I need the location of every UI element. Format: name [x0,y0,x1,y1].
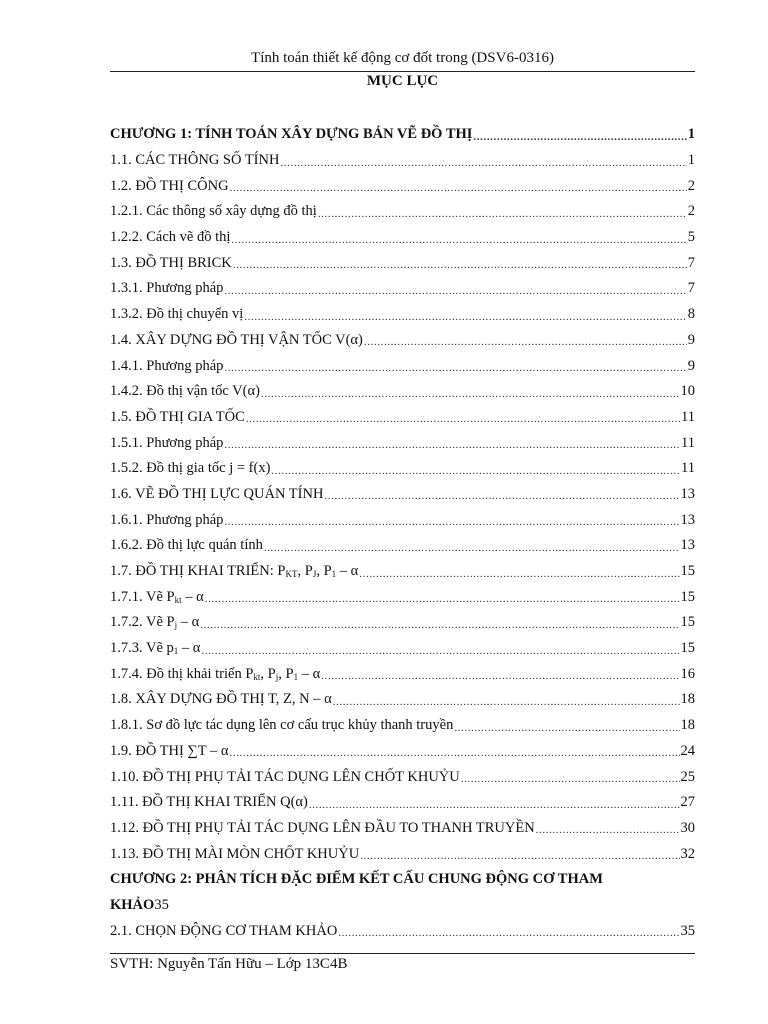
toc-entry-page: 32 [680,845,695,862]
toc-entry-label: 1.3.1. Phương pháp [110,280,224,297]
toc-entry-page: 15 [680,563,695,580]
toc-leader-dots [224,435,680,451]
toc-entry[interactable] [110,918,695,944]
toc-entry-page: 27 [680,794,695,811]
toc-entry-subscript: kt [253,671,261,682]
toc-entry-subscript: KT [285,569,298,580]
toc-entry-page: 7 [687,280,695,297]
toc-entry[interactable] [110,456,695,482]
toc-entry-page: 1 [687,126,695,143]
toc-entry[interactable] [110,199,695,225]
toc-entry-label: 1.7.1. Vẽ $P_{kt}$ – α [110,588,204,605]
toc-leader-dots [200,615,679,631]
toc-entry[interactable] [110,661,695,687]
toc-entry-label: 1.13. ĐỒ THỊ MÀI MÒN CHỐT KHUỶU [110,845,360,862]
toc-entry-page: 18 [680,717,695,734]
toc-leader-dots [321,666,679,682]
toc-entry-label: 1.3. ĐỒ THỊ BRICK [110,254,232,271]
toc-entry-label: 1.7.2. Vẽ $P_j$ – α [110,614,200,631]
toc-entry-subscript: J [312,569,317,580]
toc-entry[interactable] [110,559,695,585]
toc-leader-dots [324,486,679,502]
toc-entry-subscript: 1 [293,671,299,682]
toc-leader-dots [461,769,680,785]
toc-entry[interactable] [110,816,695,842]
toc-leader-dots [280,153,686,169]
toc-entry[interactable] [110,533,695,559]
toc-entry-page: 30 [680,819,695,836]
toc-entry[interactable] [110,764,695,790]
toc-entry-page: 25 [680,768,695,785]
toc-entry-page: 9 [687,331,695,348]
toc-entry[interactable] [110,636,695,662]
toc-leader-dots [333,692,680,708]
toc-entry[interactable] [110,353,695,379]
toc-entry-page: 13 [680,537,695,554]
toc-leader-dots [233,255,687,271]
toc-entry[interactable] [110,482,695,508]
toc-entry-page: 5 [687,229,695,246]
toc-entry-label: 1.7.3. Vẽ $p_1$ – α [110,640,201,657]
toc-leader-dots [360,846,679,862]
toc-entry[interactable] [110,713,695,739]
toc-entry-page: 11 [681,460,695,477]
toc-entry[interactable] [110,430,695,456]
toc-entry-page: 13 [680,511,695,528]
toc-leader-dots [224,512,679,528]
toc-entry[interactable] [110,584,695,610]
toc-entry[interactable] [110,328,695,354]
toc-leader-dots [230,743,680,759]
toc-leader-dots [473,127,686,143]
toc-leader-dots [205,589,680,605]
toc-entry[interactable] [110,405,695,431]
toc-entry-page: 24 [680,742,695,759]
toc-leader-dots [309,795,680,811]
toc-entry[interactable] [110,610,695,636]
toc-entry-label: 1.7.4. Đồ thị khải triển $P_{kt}$, $P_j$, $P_1$ – α [110,665,321,682]
toc-entry-label: 1.6.2. Đồ thị lực quán tính [110,537,263,554]
page-footer: SVTH: Nguyễn Tấn Hữu – Lớp 13C4B [110,956,348,972]
toc-entry-label: 1.2. ĐỒ THỊ CÔNG [110,177,229,194]
toc-entry-label: 1.10. ĐỒ THỊ PHỤ TẢI TÁC DỤNG LÊN CHỐT KHUỶU [110,768,460,785]
toc-leader-dots [246,409,680,425]
toc-leader-dots [224,281,686,297]
toc-entry-subscript: j [174,620,178,631]
toc-entry-page: 1 [687,152,695,169]
toc-entry[interactable] [110,122,695,148]
toc-chapter-2-line2[interactable] [110,893,695,919]
toc-leader-dots [224,358,686,374]
toc-entry-page: 16 [680,665,695,682]
toc-entry-label: 1.5. ĐỒ THỊ GIA TỐC [110,408,245,425]
toc-leader-dots [201,641,679,657]
toc-entry-label: 1.3.2. Đồ thị chuyển vị [110,306,244,323]
toc-entry-label: CHƯƠNG 1: TÍNH TOÁN XÂY DỰNG BẢN VẼ ĐỒ THỊ [110,126,473,143]
toc-entry-label: 1.8. XÂY DỰNG ĐỒ THỊ T, Z, N – α [110,691,332,708]
toc-leader-dots [244,307,686,323]
toc-entry[interactable] [110,276,695,302]
toc-leader-dots [231,230,686,246]
toc-leader-dots [536,820,680,836]
toc-entry[interactable] [110,687,695,713]
toc-leader-dots [364,332,687,348]
toc-entry-label: 1.8.1. Sơ đồ lực tác dụng lên cơ cấu trục khủy thanh truyền [110,717,454,734]
toc-entry-label: 1.4.2. Đồ thị vận tốc V(α) [110,383,260,400]
toc-entry-label: 1.4. XÂY DỰNG ĐỒ THỊ VẬN TỐC V(α) [110,331,363,348]
toc-entry-label: 2.1. CHỌN ĐỘNG CƠ THAM KHẢO [110,922,338,939]
toc-entry-label: 1.4.1. Phương pháp [110,357,224,374]
toc-entry-page: 11 [681,408,695,425]
toc-entry-page: 9 [687,357,695,374]
toc-entry-label: 1.7. ĐỒ THỊ KHAI TRIỂN: $P_{KT}$, $P_J$, $P_1$ – α [110,563,359,580]
toc-leader-dots [318,204,687,220]
toc-entry-label: 1.2.1. Các thông số xây dựng đồ thị [110,203,317,220]
toc-entry-page: 15 [680,614,695,631]
toc-entry[interactable] [110,302,695,328]
toc-leader-dots [261,384,680,400]
toc-entry-label: 1.5.1. Phương pháp [110,434,224,451]
toc-entry-page: 35 [680,922,695,939]
toc-entry-subscript: 1 [173,646,179,657]
toc-entry-page: 10 [680,383,695,400]
toc-chapter-2-line1[interactable]: CHƯƠNG 2: PHÂN TÍCH ĐẶC ĐIỂM KẾT CẤU CHUNG ĐỘNG CƠ THAM [110,871,603,888]
toc-entry-subscript: 1 [331,569,337,580]
toc-entry-label: 1.9. ĐỒ THỊ ∑T – α [110,742,229,759]
toc-entry[interactable] [110,790,695,816]
toc-entry[interactable] [110,148,695,174]
toc-entry-label: KHẢO [110,896,155,913]
toc-entry-page: 11 [681,434,695,451]
footer-rule [110,953,695,954]
header-rule [110,71,695,72]
toc-entry-page: 2 [687,203,695,220]
toc-entry[interactable] [110,841,695,867]
toc-entry-label: 1.2.2. Cách vẽ đồ thị [110,229,231,246]
toc-entry[interactable] [110,225,695,251]
toc-entry-subscript: j [275,671,279,682]
toc-entry-page: 18 [680,691,695,708]
toc-entry-label: 1.6. VẼ ĐỒ THỊ LỰC QUÁN TÍNH [110,485,324,502]
toc-entry-label: 1.11. ĐỒ THỊ KHAI TRIỂN Q(α) [110,794,308,811]
toc-leader-dots [230,178,687,194]
toc-leader-dots [359,564,679,580]
toc-entry-label: 1.6.1. Phương pháp [110,511,224,528]
toc-leader-dots [264,538,680,554]
toc-leader-dots [454,718,679,734]
toc-entry-page: 35 [154,896,169,913]
toc-entry-label: 1.12. ĐỒ THỊ PHỤ TẢI TÁC DỤNG LÊN ĐẦU TO THANH TRUYỀN [110,819,535,836]
toc-entry-label: 1.5.2. Đồ thị gia tốc j = f(x) [110,460,271,477]
page-header: Tính toán thiết kế động cơ đốt trong (DSV6-0316) [251,50,554,66]
toc-entry-subscript: kt [174,594,182,605]
toc-entry-page: 15 [680,588,695,605]
toc-entry-label: 1.1. CÁC THÔNG SỐ TÍNH [110,152,280,169]
page-title: MỤC LỤC [366,73,439,89]
toc-entry-page: 2 [687,177,695,194]
toc [110,122,695,944]
toc-entry-page: 7 [687,254,695,271]
toc-entry-page: 15 [680,640,695,657]
toc-entry[interactable] [110,173,695,199]
toc-entry[interactable] [110,739,695,765]
toc-leader-dots [271,461,680,477]
toc-entry[interactable] [110,379,695,405]
toc-entry-page: 13 [680,485,695,502]
toc-entry[interactable] [110,507,695,533]
toc-leader-dots [338,923,679,939]
toc-entry-page: 8 [687,306,695,323]
toc-entry[interactable] [110,250,695,276]
